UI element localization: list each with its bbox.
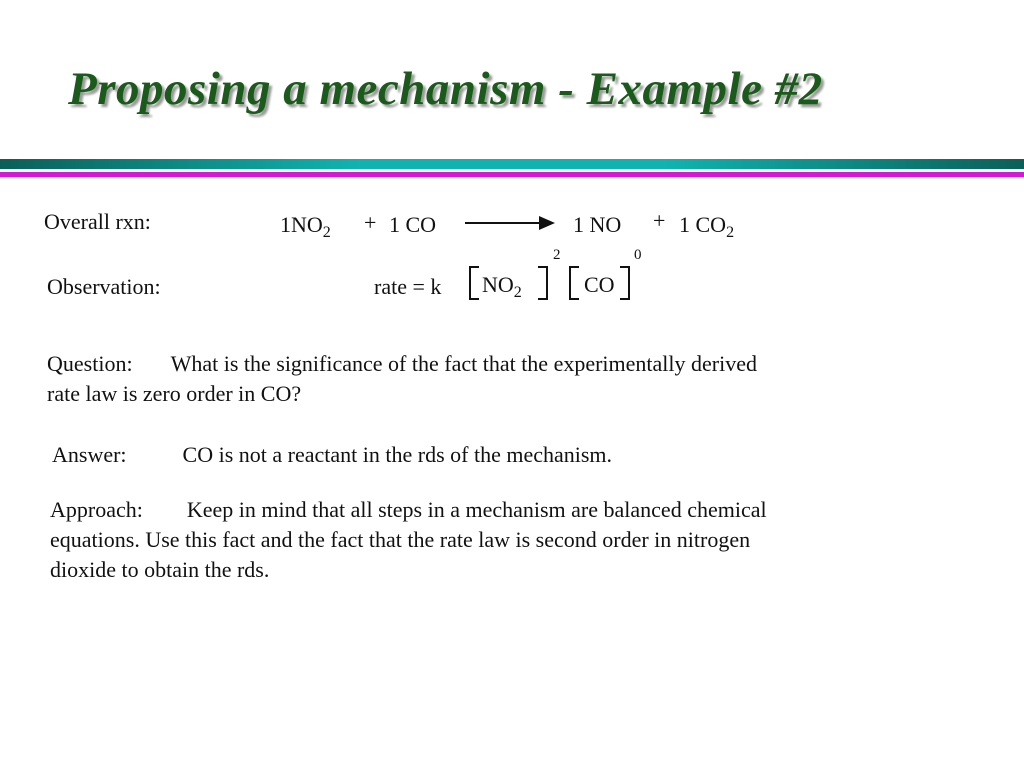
question-line-1 [47, 349, 757, 379]
rate-prefix: rate = k [374, 274, 442, 299]
rate-species-no2-formula: NO [482, 272, 514, 297]
overall-rxn-label: Overall rxn: [44, 209, 151, 234]
exponent-no2: 2 [553, 247, 561, 263]
approach-label: Approach: [50, 497, 143, 522]
left-bracket-no2 [469, 266, 479, 300]
reactant-no2-formula: NO [291, 212, 323, 237]
question-block [47, 349, 757, 409]
observation-label: Observation: [47, 274, 161, 299]
approach-block [50, 495, 767, 585]
reactant-no2-coef: 1 [280, 212, 291, 237]
question-label: Question: [47, 351, 133, 376]
approach-text-1: Keep in mind that all steps in a mechanism are balanced chemical [186, 497, 767, 522]
right-bracket-no2 [538, 266, 548, 300]
approach-text-2: equations. Use this fact and the fact that the rate law is second order in nitrogen [50, 527, 751, 552]
plus-sign-1: + [364, 210, 377, 235]
rate-species-co: CO [584, 272, 615, 297]
answer-text: CO is not a reactant in the rds of the mechanism. [182, 442, 613, 467]
magenta-divider [0, 172, 1024, 177]
reactant-no2-subscript: 2 [322, 224, 331, 241]
product-co2-formula: 1 CO [679, 212, 727, 237]
exponent-co: 0 [634, 247, 642, 263]
approach-line-1 [50, 495, 767, 525]
product-no: 1 NO [573, 212, 622, 237]
reaction-arrow-icon [465, 213, 557, 233]
answer-label: Answer: [52, 442, 127, 467]
rate-species-no2-subscript: 2 [513, 284, 522, 301]
left-bracket-co [569, 266, 579, 300]
rate-species-no2 [482, 270, 522, 303]
product-co2-subscript: 2 [726, 224, 735, 241]
reactant-co: 1 CO [389, 212, 437, 237]
slide-title: Proposing a mechanism - Example #2 [68, 63, 823, 115]
question-text-1: What is the significance of the fact that the experimentally derived [170, 351, 757, 376]
product-co2 [679, 210, 734, 243]
answer-block [52, 440, 612, 470]
plus-sign-2: + [653, 208, 666, 233]
approach-text-3: dioxide to obtain the rds. [50, 557, 270, 582]
teal-divider [0, 159, 1024, 169]
reactant-no2 [280, 210, 331, 243]
right-bracket-co [620, 266, 630, 300]
question-text-2: rate law is zero order in CO? [47, 381, 302, 406]
